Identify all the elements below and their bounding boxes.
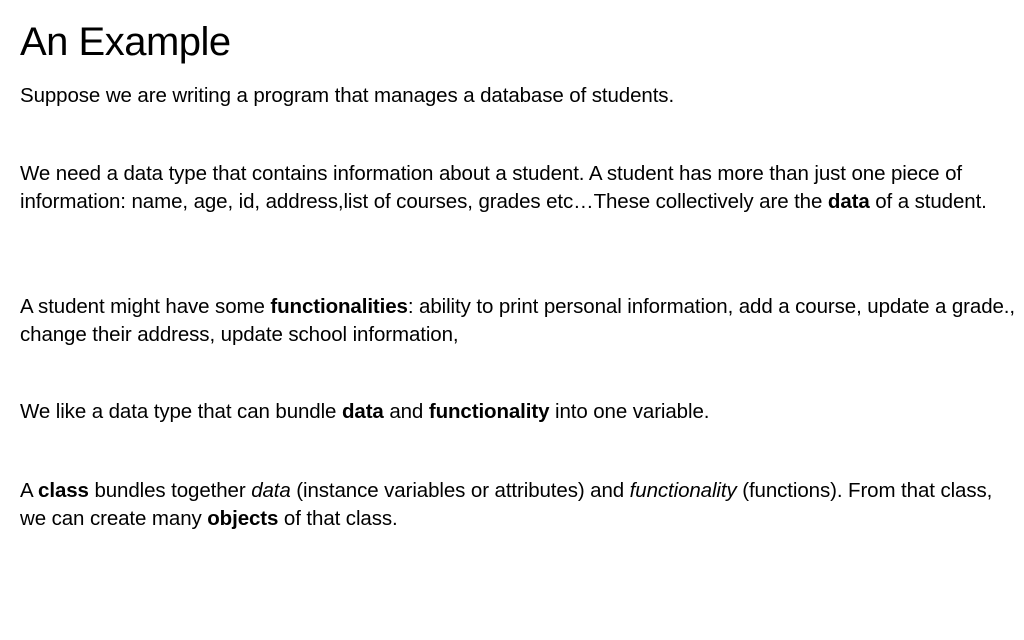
paragraph-functionalities [20, 293, 1016, 349]
bold-class: class [38, 479, 89, 502]
bold-data: data [827, 190, 870, 213]
italic-data: data [251, 479, 291, 502]
paragraph-data-text-a: We need a data type that contains information about a student. A student has more than just one piece of information: name, age, id, address,list of courses, grades etc…These collectively are the [20, 162, 962, 213]
bold-objects: objects [207, 507, 279, 530]
bold-data: data [341, 400, 384, 423]
paragraph-class-text-a: A [20, 479, 39, 502]
bold-functionality: functionality [428, 400, 550, 423]
slide [20, 0, 1016, 640]
bold-functionalities: functionalities [270, 295, 408, 318]
paragraph-bundle [20, 398, 709, 426]
paragraph-class [20, 477, 1010, 533]
paragraph-class-text-c: bundles together [88, 479, 252, 502]
paragraph-bundle-text-a: We like a data type that can bundle [20, 400, 342, 423]
paragraph-intro: Suppose we are writing a program that manages a database of students. [20, 84, 675, 107]
paragraph-data-text-c: of a student. [869, 190, 987, 213]
paragraph-class-text-e: (instance variables or attributes) and [290, 479, 630, 502]
paragraph-class-text-g: (functions). From that class, we can create many [20, 479, 993, 530]
slide-title: An Example [20, 20, 231, 64]
italic-functionality: functionality [629, 479, 737, 502]
paragraph-class-text-i: of that class. [278, 507, 398, 530]
paragraph-data [20, 160, 1010, 216]
paragraph-bundle-text-e: into one variable. [549, 400, 710, 423]
paragraph-functionalities-text-a: A student might have some [20, 295, 271, 318]
paragraph-functionalities-text-c: : ability to print personal information, add a course, update a grade., change their address, update school information, [20, 295, 1015, 346]
paragraph-bundle-text-c: and [383, 400, 429, 423]
